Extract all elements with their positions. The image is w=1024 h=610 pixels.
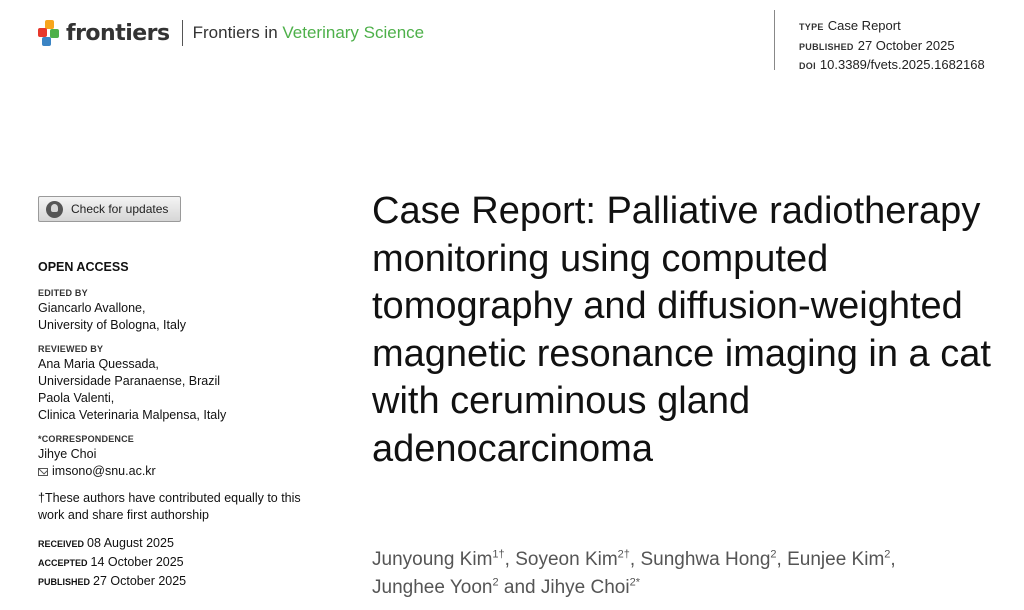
author-name[interactable]	[640, 549, 776, 570]
author-name-text: Eunjee Kim	[787, 549, 885, 570]
author-separator: ,	[776, 549, 788, 570]
frontiers-logo[interactable]	[38, 20, 424, 46]
meta-doi[interactable]	[799, 56, 985, 76]
date-label: RECEIVED	[38, 539, 85, 549]
author-name-text: Jihye Choi	[540, 577, 630, 598]
author-list	[372, 546, 1002, 602]
journal-prefix: Frontiers in	[192, 23, 278, 42]
author-name[interactable]	[372, 549, 505, 570]
author-name-text: Soyeon Kim	[515, 549, 618, 570]
meta-published-label: PUBLISHED	[799, 41, 854, 52]
edited-by-block	[38, 288, 318, 334]
editor-affiliation: University of Bologna, Italy	[38, 318, 186, 332]
meta-published	[799, 37, 985, 57]
journal-accent: Veterinary Science	[282, 23, 425, 42]
date-published	[38, 572, 318, 591]
meta-doi-label: DOI	[799, 61, 816, 71]
date-value: 14 October 2025	[90, 555, 184, 569]
reviewer-name: Ana Maria Quessada,	[38, 357, 159, 371]
author-name[interactable]	[787, 549, 890, 570]
updates-icon	[46, 201, 63, 218]
author-affiliation-mark: 2†	[617, 548, 630, 561]
author-name-text: Junghee Yoon	[372, 577, 493, 598]
open-access-label: OPEN ACCESS	[38, 260, 129, 274]
author-affiliation-mark: 2	[770, 548, 777, 561]
envelope-icon	[38, 468, 48, 476]
correspondence-label: *CORRESPONDENCE	[38, 434, 135, 444]
sidebar-info	[38, 260, 318, 591]
date-label: ACCEPTED	[38, 558, 88, 568]
meta-type	[799, 17, 985, 37]
article-dates	[38, 534, 318, 591]
author-separator: ,	[504, 549, 516, 570]
author-name[interactable]	[515, 549, 630, 570]
author-separator: ,	[629, 549, 641, 570]
meta-doi-value[interactable]: 10.3389/fvets.2025.1682168	[819, 57, 985, 72]
author-name[interactable]	[541, 577, 640, 598]
frontiers-logo-icon	[38, 20, 62, 46]
correspondent-email-row[interactable]	[38, 463, 318, 480]
article-title: Case Report: Palliative radiotherapy monitoring using computed tomography and diffusion-weighted magnetic resonance imaging in a cat with ceruminous gland adenocarcinoma	[372, 190, 991, 470]
meta-published-value: 27 October 2025	[857, 37, 955, 53]
correspondence-block	[38, 434, 318, 480]
correspondent-name: Jihye Choi	[38, 447, 97, 461]
date-received	[38, 534, 318, 553]
meta-type-value: Case Report	[827, 18, 901, 33]
reviewer-affiliation: Universidade Paranaense, Brazil	[38, 374, 221, 388]
updates-button-label: Check for updates	[71, 202, 169, 216]
author-name-text: Junyoung Kim	[372, 549, 493, 570]
editor-name: Giancarlo Avallone,	[38, 301, 146, 315]
reviewed-by-block	[38, 344, 318, 424]
journal-name[interactable]	[193, 23, 425, 43]
author-affiliation-mark: 2	[884, 548, 891, 561]
date-value: 08 August 2025	[87, 536, 174, 550]
author-name[interactable]	[372, 577, 499, 598]
logo-wordmark: frontiers	[66, 20, 170, 46]
reviewer-affiliation: Clinica Veterinaria Malpensa, Italy	[38, 408, 227, 422]
author-name-text: Sunghwa Hong	[640, 549, 771, 570]
correspondent-email[interactable]: imsono@snu.ac.kr	[52, 464, 156, 478]
date-value: 27 October 2025	[93, 574, 187, 588]
date-label: PUBLISHED	[38, 577, 91, 587]
date-accepted	[38, 553, 318, 572]
author-separator: ,	[890, 549, 896, 570]
reviewer-name: Paola Valenti,	[38, 391, 115, 405]
article-meta	[774, 10, 985, 70]
check-for-updates-button[interactable]	[38, 196, 181, 222]
reviewed-by-label: REVIEWED BY	[38, 344, 104, 354]
logo-divider	[182, 20, 183, 46]
author-footnote: †These authors have contributed equally to this work and share first authorship	[38, 491, 301, 522]
edited-by-label: EDITED BY	[38, 288, 88, 298]
author-affiliation-mark: 1†	[492, 548, 505, 561]
author-separator: and	[498, 577, 541, 598]
author-affiliation-mark: 2	[492, 576, 499, 589]
author-affiliation-mark: 2*	[629, 576, 640, 589]
meta-type-label: TYPE	[799, 22, 824, 32]
